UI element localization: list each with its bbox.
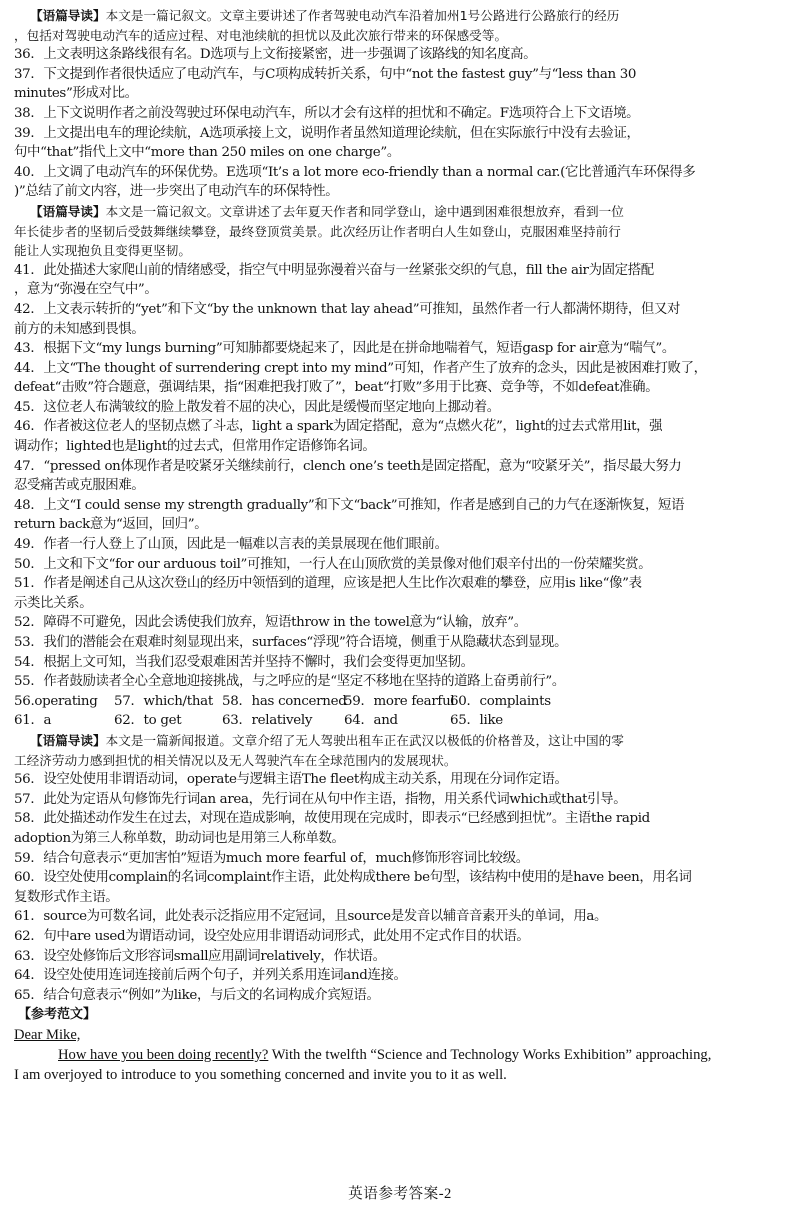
explanation-continuation: 句中“that”指代上文中“more than 250 miles on one charge”。 bbox=[14, 145, 400, 161]
explanation-continuation: 忍受痛苦或克服困难。 bbox=[14, 478, 145, 494]
letter-line-1 bbox=[14, 1045, 788, 1065]
answer-row-61-65 bbox=[14, 711, 788, 731]
answer-item: 62．to get bbox=[114, 713, 182, 729]
explanation-line: 57．此处为定语从句修饰先行词an area，先行词在从句中作主语，指物，用关系代词which或that引导。 bbox=[14, 791, 627, 807]
guide-line bbox=[14, 202, 788, 222]
guide-label: 【语篇导读】 bbox=[30, 732, 106, 748]
explanation-line: 49．作者一行人登上了山顶，因此是一幅难以言表的美景展现在他们眼前。 bbox=[14, 537, 448, 553]
answer-item: 60．complaints bbox=[450, 693, 551, 709]
guide-text: 本文是一篇记叙文。文章讲述了去年夏天作者和同学登山，途中遇到困难很想放弃，看到一位 bbox=[105, 203, 624, 219]
explanation-line: 44．上文“The thought of surrendering crept into my mind”可知，作者产生了放弃的念头，因此是被困难打败了， bbox=[14, 360, 707, 376]
answer-item: 56.operating bbox=[14, 693, 98, 709]
explanation-line: 52．障碍不可避免，因此会诱使我们放弃，短语throw in the towel意为“认输，放弃”。 bbox=[14, 615, 527, 631]
reading-guide-1 bbox=[14, 6, 788, 45]
answer-item: 59．more fearful bbox=[344, 693, 455, 709]
letter-question: How have you been doing recently? bbox=[58, 1046, 269, 1063]
guide-line bbox=[14, 6, 788, 26]
explanation-line: 36．上文表明这条路线很有名。D选项与上文衔接紧密，进一步强调了该路线的知名度高。 bbox=[14, 47, 537, 63]
explanation-continuation: minutes”形成对比。 bbox=[14, 86, 138, 102]
answers-56-65-explanations bbox=[14, 770, 788, 1005]
guide-text: 工经济劳动力感到担忧的相关情况以及无人驾驶汽车在全球范围内的发展现状。 bbox=[14, 752, 457, 768]
explanation-continuation: return back意为“返回，回归”。 bbox=[14, 517, 208, 533]
explanation-line: 50．上文和下文“for our arduous toil”可推知，一行人在山顶欣赏的美景像对他们艰辛付出的一份荣耀奖赏。 bbox=[14, 556, 652, 572]
explanation-line: 38．上下文说明作者之前没驾驶过环保电动汽车，所以才会有这样的担忧和不确定。F选项符合上下文语境。 bbox=[14, 105, 640, 121]
guide-line bbox=[14, 26, 788, 46]
answer-item: 61．a bbox=[14, 713, 52, 729]
explanation-continuation: 调动作；lighted也是light的过去式，但常用作定语修饰名词。 bbox=[14, 439, 376, 455]
letter-salutation: Dear Mike, bbox=[14, 1026, 81, 1043]
explanation-line: 45．这位老人布满皱纹的脸上散发着不屈的决心，因此是缓慢而坚定地向上挪动着。 bbox=[14, 399, 500, 415]
explanation-line: 39．上文提出电车的理论续航，A选项承接上文，说明作者虽然知道理论续航，但在实际旅行中没有去验证， bbox=[14, 125, 640, 141]
answer-key-page bbox=[14, 6, 788, 1085]
explanation-continuation: 前方的未知感到畏惧。 bbox=[14, 321, 145, 337]
explanation-line: 61．source为可数名词，此处表示泛指应用不定冠词，且source是发音以辅音音素开头的单词，用a。 bbox=[14, 909, 608, 925]
explanation-line: 37．下文提到作者很快适应了电动汽车，与C项构成转折关系，句中“not the fastest guy”与“less than 30 bbox=[14, 66, 637, 82]
answers-41-55-explanations bbox=[14, 261, 788, 692]
guide-text: 能让人实现抱负且变得更坚韧。 bbox=[14, 243, 192, 259]
answer-item: 63．relatively bbox=[222, 713, 313, 729]
explanation-line: 51．作者是阐述自己从这次登山的经历中领悟到的道理，应该是把人生比作次艰难的攀登，应用is like“像”表 bbox=[14, 576, 642, 592]
explanation-line: 56．设空处使用非谓语动词，operate与逻辑主语The fleet构成主动关系，用现在分词作定语。 bbox=[14, 772, 568, 788]
answer-item: 65．like bbox=[450, 713, 503, 729]
explanation-continuation: )”总结了前文内容，进一步突出了电动汽车的环保特性。 bbox=[14, 184, 339, 200]
guide-line bbox=[14, 751, 788, 771]
guide-line bbox=[14, 241, 788, 261]
guide-text: 年长徒步者的坚韧后受鼓舞继续攀登，最终登顶赏美景。此次经历让作者明白人生如登山，克服困难坚持前行 bbox=[14, 223, 621, 239]
reading-guide-3 bbox=[14, 731, 788, 770]
explanation-line: 59．结合句意表示“更加害怕”短语为much more fearful of，much修饰形容词比较级。 bbox=[14, 850, 529, 866]
explanation-line: 42．上文表示转折的“yet”和下文“by the unknown that lay ahead”可推知，虽然作者一行人都满怀期待，但又对 bbox=[14, 301, 681, 317]
explanation-line: 54．根据上文可知，当我们忍受艰难困苦并坚持不懈时，我们会变得更加坚韧。 bbox=[14, 654, 474, 670]
explanation-continuation: 复数形式作主语。 bbox=[14, 889, 119, 905]
guide-line bbox=[14, 222, 788, 242]
guide-text: ，包括对驾驶电动汽车的适应过程、对电池续航的担忧以及此次旅行带来的环保感受等。 bbox=[14, 27, 508, 43]
explanation-line: 65．结合句意表示“例如”为like，与后文的名词构成介宾短语。 bbox=[14, 987, 380, 1003]
explanation-continuation: ，意为“弥漫在空气中”。 bbox=[14, 282, 158, 298]
guide-text: 本文是一篇新闻报道。文章介绍了无人驾驶出租车正在武汉以极低的价格普及，这让中国的零 bbox=[105, 732, 624, 748]
explanation-line: 48．上文“I could sense my strength gradually”和下文“back”可推知，作者是感到自己的力气在逐渐恢复，短语 bbox=[14, 497, 685, 513]
explanation-line: 43．根据下文“my lungs burning”可知肺都要烧起来了，因此是在拼命地喘着气，短语gasp for air意为“喘气”。 bbox=[14, 341, 675, 357]
explanation-continuation: adoption为第三人称单数，助动词也是用第三人称单数。 bbox=[14, 830, 345, 846]
explanation-line: 58．此处描述动作发生在过去，对现在造成影响，故使用现在完成时，即表示“已经感到担忧”。主语the rapid bbox=[14, 811, 650, 827]
answer-list-56-65 bbox=[14, 692, 788, 731]
guide-text: 本文是一篇记叙文。文章主要讲述了作者驾驶电动汽车沿着加州1号公路进行公路旅行的经历 bbox=[105, 8, 620, 23]
reading-guide-2 bbox=[14, 202, 788, 261]
explanation-line: 46．作者被这位老人的坚韧点燃了斗志，light a spark为固定搭配，意为“点燃火花”，light的过去式常用lit，强 bbox=[14, 419, 663, 435]
answer-item: 57．which/that bbox=[114, 693, 213, 709]
letter-line-1-rest: With the twelfth “Science and Technology Works Exhibition” approaching, bbox=[268, 1046, 712, 1063]
guide-label: 【语篇导读】 bbox=[30, 203, 106, 219]
answers-36-40-explanations bbox=[14, 45, 788, 202]
explanation-line: 41．此处描述大家爬山前的情绪感受，指空气中明显弥漫着兴奋与一丝紧张交织的气息，fill the air为固定搭配 bbox=[14, 262, 654, 278]
explanation-line: 55．作者鼓励读者全心全意地迎接挑战，与之呼应的是“坚定不移地在坚持的道路上奋勇前行”。 bbox=[14, 674, 565, 690]
explanation-continuation: 示类比关系。 bbox=[14, 595, 93, 611]
explanation-continuation: defeat“击败”符合题意，强调结果，指“困难把我打败了”，beat“打败”多用于比赛、竞争等，不如defeat准确。 bbox=[14, 380, 659, 396]
explanation-line: 53．我们的潜能会在艰难时刻显现出来，surfaces“浮现”符合语境，侧重于从隐藏状态到显现。 bbox=[14, 635, 568, 650]
explanation-line: 60．设空处使用complain的名词complaint作主语，此处构成there be句型，该结构中使用的是have been，用名词 bbox=[14, 870, 692, 886]
answer-item: 64．and bbox=[344, 713, 398, 729]
letter-line-2: I am overjoyed to introduce to you something concerned and invite you to it as well. bbox=[14, 1066, 507, 1083]
answer-item: 58．has concerned bbox=[222, 693, 347, 709]
reference-essay bbox=[14, 1025, 788, 1085]
explanation-line: 63．设空处修饰后文形容词small应用副词relatively，作状语。 bbox=[14, 948, 386, 964]
explanation-line: 62．句中are used为谓语动词，设空处应用非谓语动词形式，此处用不定式作目的状语。 bbox=[14, 928, 530, 944]
answer-row-56-60 bbox=[14, 692, 788, 712]
explanation-line: 47．“pressed on体现作者是咬紧牙关继续前行，clench one’s teeth是固定搭配，意为“咬紧牙关”，指尽最大努力 bbox=[14, 458, 682, 474]
guide-label: 【语篇导读】 bbox=[30, 8, 106, 23]
explanation-line: 40．上文调了电动汽车的环保优势。E选项“It’s a lot more eco-friendly than a normal car.(它比普通汽车环保得多 bbox=[14, 164, 696, 180]
guide-line bbox=[14, 731, 788, 751]
reference-essay-title: 【参考范文】 bbox=[18, 1007, 97, 1023]
explanation-line: 64．设空处使用连词连接前后两个句子，并列关系用连词and连接。 bbox=[14, 968, 407, 984]
page-footer: 英语参考答案-2 bbox=[348, 1186, 452, 1202]
